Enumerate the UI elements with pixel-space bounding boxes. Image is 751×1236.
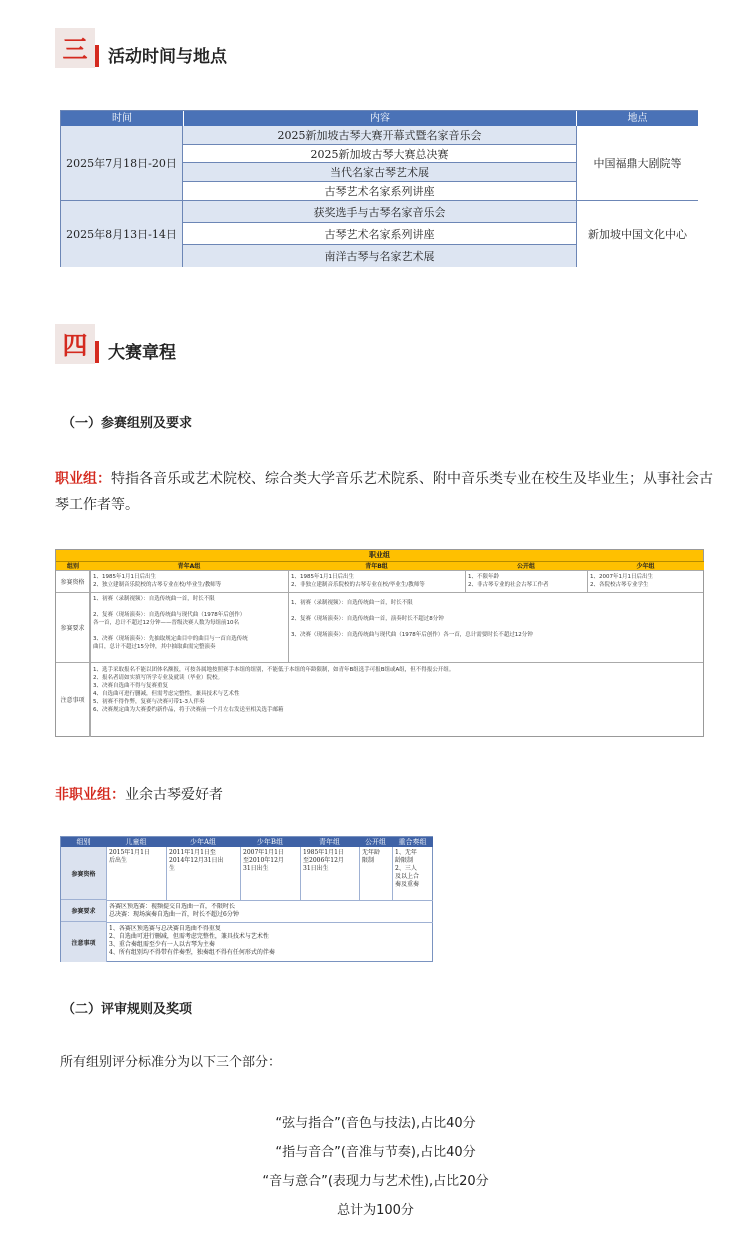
table-rule [392,847,393,900]
section-title: 活动时间与地点 [108,47,227,67]
table-rule [288,570,289,662]
table-rule [300,847,301,900]
schedule-item: 2025新加坡古琴大赛总决赛 [183,145,577,163]
section-bar [95,341,99,363]
pro-row-label: 注意事项 [56,662,90,737]
schedule-item: 古琴艺术名家系列讲座 [183,182,577,201]
pro-col-header: 公开组 [465,561,587,570]
section-3-header [55,28,355,72]
subheading-judging: （二）评审规则及奖项 [62,1002,193,1017]
am-qual-cell: 2007年1月1日 至2010年12月 31日出生 [243,849,284,872]
am-row-label: 注意事项 [61,922,106,962]
pro-col-header: 青年B组 [288,561,465,570]
pro-req-cell: 1、初赛（录制视频）：自选传统曲一首，时长不限 2、复赛（现场演奏）：自选传统曲一首，演奏时长不超过8分钟 3、决赛（现场演奏）：自选传统曲与现代曲（1978年后创作）各一首，总计需要时长不超过12分钟 [291,600,533,638]
am-qual-cell: 2011年1月1日至 2014年12月31日出 生 [169,849,224,872]
pro-col-header: 少年组 [587,561,704,570]
pro-qual-cell: 1、1985年1月1日后出生 2、独立建制音乐院校的古琴专业在校/毕业生/教师等 [93,574,222,588]
pro-table-title: 职业组 [56,550,703,561]
pro-notes-cell: 1、选手采取报名不能以团体名额报，可按各属地按照赛手本组的组别，不能低于本组的年龄限制，如青年B组选手可报B组或A组，但不得报公开组。 2、报名者请如实填写所学专业及就读（毕业）院校。 3、决赛自选曲不得与复赛重复 4、自选曲可进行删减，但需考虑完整性，兼具技术与艺术性 5、初赛不得作弊，复赛与决赛可带1-3人伴奏 6、决赛规定曲为大赛委约新作品，将于决赛前一个月左右发送至相关选手邮箱 [93,667,455,713]
table-rule [56,662,703,663]
am-col-header: 公开组 [359,837,392,847]
schedule-location: 新加坡中国文化中心 [577,201,698,267]
table-rule [56,570,703,571]
section-bar [95,45,99,67]
am-col-header: 少年B组 [240,837,300,847]
table-rule [106,922,433,923]
amateur-group-text: 业余古琴爱好者 [125,787,223,803]
subheading-groups: （一）参赛组别及要求 [62,416,193,431]
schedule-item: 获奖选手与古琴名家音乐会 [183,201,577,223]
schedule-table [60,110,698,267]
pro-qual-cell: 1、不限年龄 2、非古琴专业的社会古琴工作者 [468,574,549,588]
section-number: 四 [55,324,95,364]
schedule-item: 当代名家古琴艺术展 [183,163,577,182]
am-qual-cell: 1、无年 龄限制 2、三人 及以上合 奏及重奏 [395,849,420,888]
table-rule [106,900,433,901]
am-row-label: 参赛要求 [61,900,106,922]
scoring-item: “指与音合”(音准与节奏),占比40分 [275,1145,476,1160]
am-col-header: 重合奏组 [392,837,433,847]
schedule-header-time: 时间 [61,111,183,126]
schedule-time: 2025年8月13日-14日 [61,201,183,267]
am-col-header: 青年组 [300,837,359,847]
section-number: 三 [55,28,95,68]
schedule-item: 古琴艺术名家系列讲座 [183,223,577,245]
pro-group-table [55,549,704,737]
section-title: 大赛章程 [108,343,176,363]
schedule-header-location: 地点 [577,111,698,126]
scoring-item: “音与意合”(表现力与艺术性),占比20分 [262,1174,489,1189]
table-rule [465,570,466,592]
scoring-item: “弦与指合”(音色与技法),占比40分 [275,1116,476,1131]
amateur-group-label: 非职业组： [55,787,125,803]
am-qual-cell: 2015年1月1日 后出生 [109,849,150,864]
table-rule [240,847,241,900]
scoring-intro: 所有组别评分标准分为以下三个部分： [60,1055,282,1070]
am-col-header: 组别 [61,837,106,847]
pro-col-header: 组别 [56,561,90,570]
table-rule [106,847,107,962]
am-qual-cell: 1985年1月1日 至2006年12月 31日出生 [303,849,344,872]
table-rule [56,592,703,593]
table-rule [166,847,167,900]
table-rule [90,570,91,737]
pro-group-text: 特指各音乐或艺术院校、综合类大学音乐艺术院系、附中音乐类专业在校生及毕业生；从事社会古琴工作者等。 [55,471,713,513]
section-4-header [55,324,355,368]
am-notes-cell: 1、各赛区预选赛与总决赛自选曲不得重复 2、自选曲可进行删减，但需考虑完整性，兼具技术与艺术性 3、重合奏组需至少有一人以古琴为主奏 4、所有组别均不得带有伴奏型，独奏组不得有任何形式的伴奏 [109,925,275,956]
am-col-header: 少年A组 [166,837,240,847]
am-qual-cell: 无年龄 限制 [362,849,381,864]
schedule-item: 南洋古琴与名家艺术展 [183,245,577,267]
amateur-group-table [60,836,433,962]
scoring-total: 总计为100分 [337,1203,414,1218]
pro-group-intro [55,466,715,518]
schedule-location: 中国福鼎大剧院等 [577,126,698,201]
amateur-group-intro [55,782,715,808]
pro-req-cell: 1、初赛（录制视频）：自选传统曲一首，时长不限 2、复赛（现场演奏）：自选传统曲与现代曲（1978年后创作） 各一首，总计不超过12分钟——晋级决赛人数为每组前10名 3、决赛（现场演奏）：先抽取规定曲目中的曲目与一首自选传统 曲目，总计不超过15分钟，其中抽取曲需完整演奏 [93,596,248,650]
table-rule [587,570,588,592]
schedule-header-content: 内容 [183,111,577,126]
pro-qual-cell: 1、2007年1月1日后出生 2、各院校古琴专业学生 [590,574,653,588]
am-row-label: 参赛资格 [61,847,106,900]
pro-row-label: 参赛资格 [56,570,90,592]
pro-col-header: 青年A组 [90,561,288,570]
schedule-item: 2025新加坡古琴大赛开幕式暨名家音乐会 [183,126,577,145]
am-req-cell: 各赛区预选赛：视频提交自选曲一首，不限时长 总决赛：现场演奏自选曲一首，时长不超过6分钟 [109,903,239,918]
am-col-header: 儿童组 [106,837,166,847]
pro-qual-cell: 1、1985年1月1日后出生 2、非独立建制音乐院校的古琴专业在校/毕业生/教师等 [291,574,425,588]
pro-row-label: 参赛要求 [56,592,90,662]
table-rule [359,847,360,900]
pro-group-label: 职业组： [55,471,111,487]
schedule-time: 2025年7月18日-20日 [61,126,183,201]
